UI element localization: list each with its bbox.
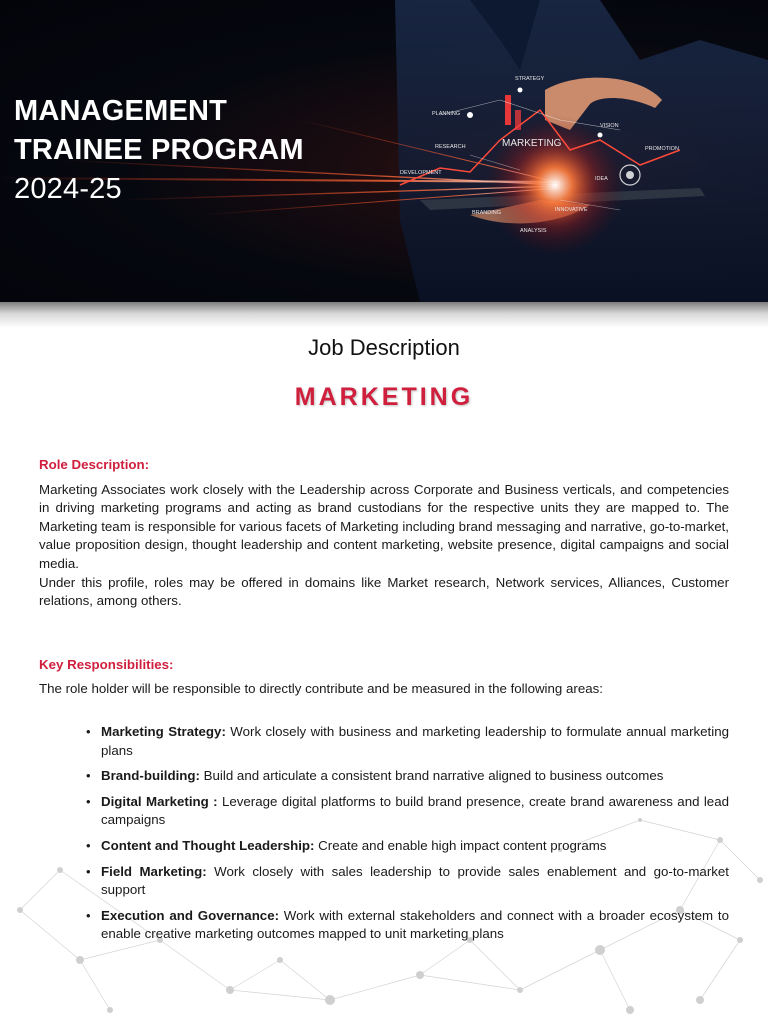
list-item: [86, 837, 729, 856]
role-domains-paragraph: Under this profile, roles may be offered in domains like Market research, Network services, Alliances, Customer relations, among others.: [39, 574, 729, 609]
banner-shadow: [0, 302, 768, 328]
graphic-label: ANALYSIS: [520, 228, 547, 234]
key-responsibilities-label: Key Responsibilities:: [39, 656, 174, 672]
job-description-body: [39, 456, 729, 951]
list-item: [86, 767, 729, 786]
program-title-line1: MANAGEMENT: [14, 95, 228, 127]
graphic-label: MARKETING: [502, 138, 562, 149]
item-text: Leverage digital platforms to build brand presence, create brand awareness and lead campaigns: [101, 793, 729, 828]
program-title-line2: TRAINEE PROGRAM: [14, 134, 304, 166]
graphic-label: VISION: [600, 123, 619, 129]
graphic-label: BRANDING: [472, 210, 502, 216]
item-text: Create and enable high impact content programs: [314, 837, 607, 853]
item-title: Marketing Strategy:: [101, 723, 226, 739]
graphic-label: PROMOTION: [645, 146, 679, 152]
item-title: Digital Marketing :: [101, 793, 218, 809]
program-title: [14, 92, 304, 209]
role-description-paragraph: Marketing Associates work closely with the Leadership across Corporate and Business verticals, and competencies in driving marketing programs and acting as brand custodians for the respective units they are mapped to. The Marketing team is responsible for various facets of Marketing including brand messaging and narrative, go-to-market, value proposition design, thought leadership and content marketing, website presence, digital campaigns and social media.: [39, 481, 729, 571]
document-title: Job Description: [308, 335, 460, 360]
item-title: Brand-building:: [101, 768, 200, 784]
item-title: Field Marketing:: [101, 863, 207, 879]
item-title: Content and Thought Leadership:: [101, 837, 315, 853]
item-title: Execution and Governance:: [101, 907, 280, 923]
list-item: [86, 793, 729, 830]
item-text: Build and articulate a consistent brand narrative aligned to business outcomes: [199, 768, 664, 784]
department-title: MARKETING: [294, 383, 474, 411]
responsibilities-intro: The role holder will be responsible to directly contribute and be measured in the following areas:: [39, 681, 603, 697]
program-year: 2024-25: [14, 173, 122, 205]
hero-banner: [0, 0, 768, 302]
list-item: [86, 907, 729, 944]
graphic-label: STRATEGY: [515, 76, 545, 82]
item-text: Work closely with business and marketing leadership to formulate annual marketing plans: [101, 723, 729, 758]
list-item: [86, 723, 729, 760]
graphic-label: INNOVATIVE: [555, 207, 588, 213]
list-item: [86, 863, 729, 900]
item-text: Work closely with sales leadership to provide sales enablement and go-to-market support: [101, 863, 729, 898]
graphic-label: PLANNING: [432, 111, 461, 117]
responsibilities-list: [39, 723, 729, 944]
graphic-label: IDEA: [595, 176, 608, 182]
item-text: Work with external stakeholders and connect with a broader ecosystem to enable creative marketing outcomes mapped to unit marketing plans: [101, 907, 730, 942]
role-description-label: Role Description:: [39, 457, 150, 472]
graphic-label: RESEARCH: [435, 144, 466, 150]
graphic-label: DEVELOPMENT: [400, 170, 442, 176]
